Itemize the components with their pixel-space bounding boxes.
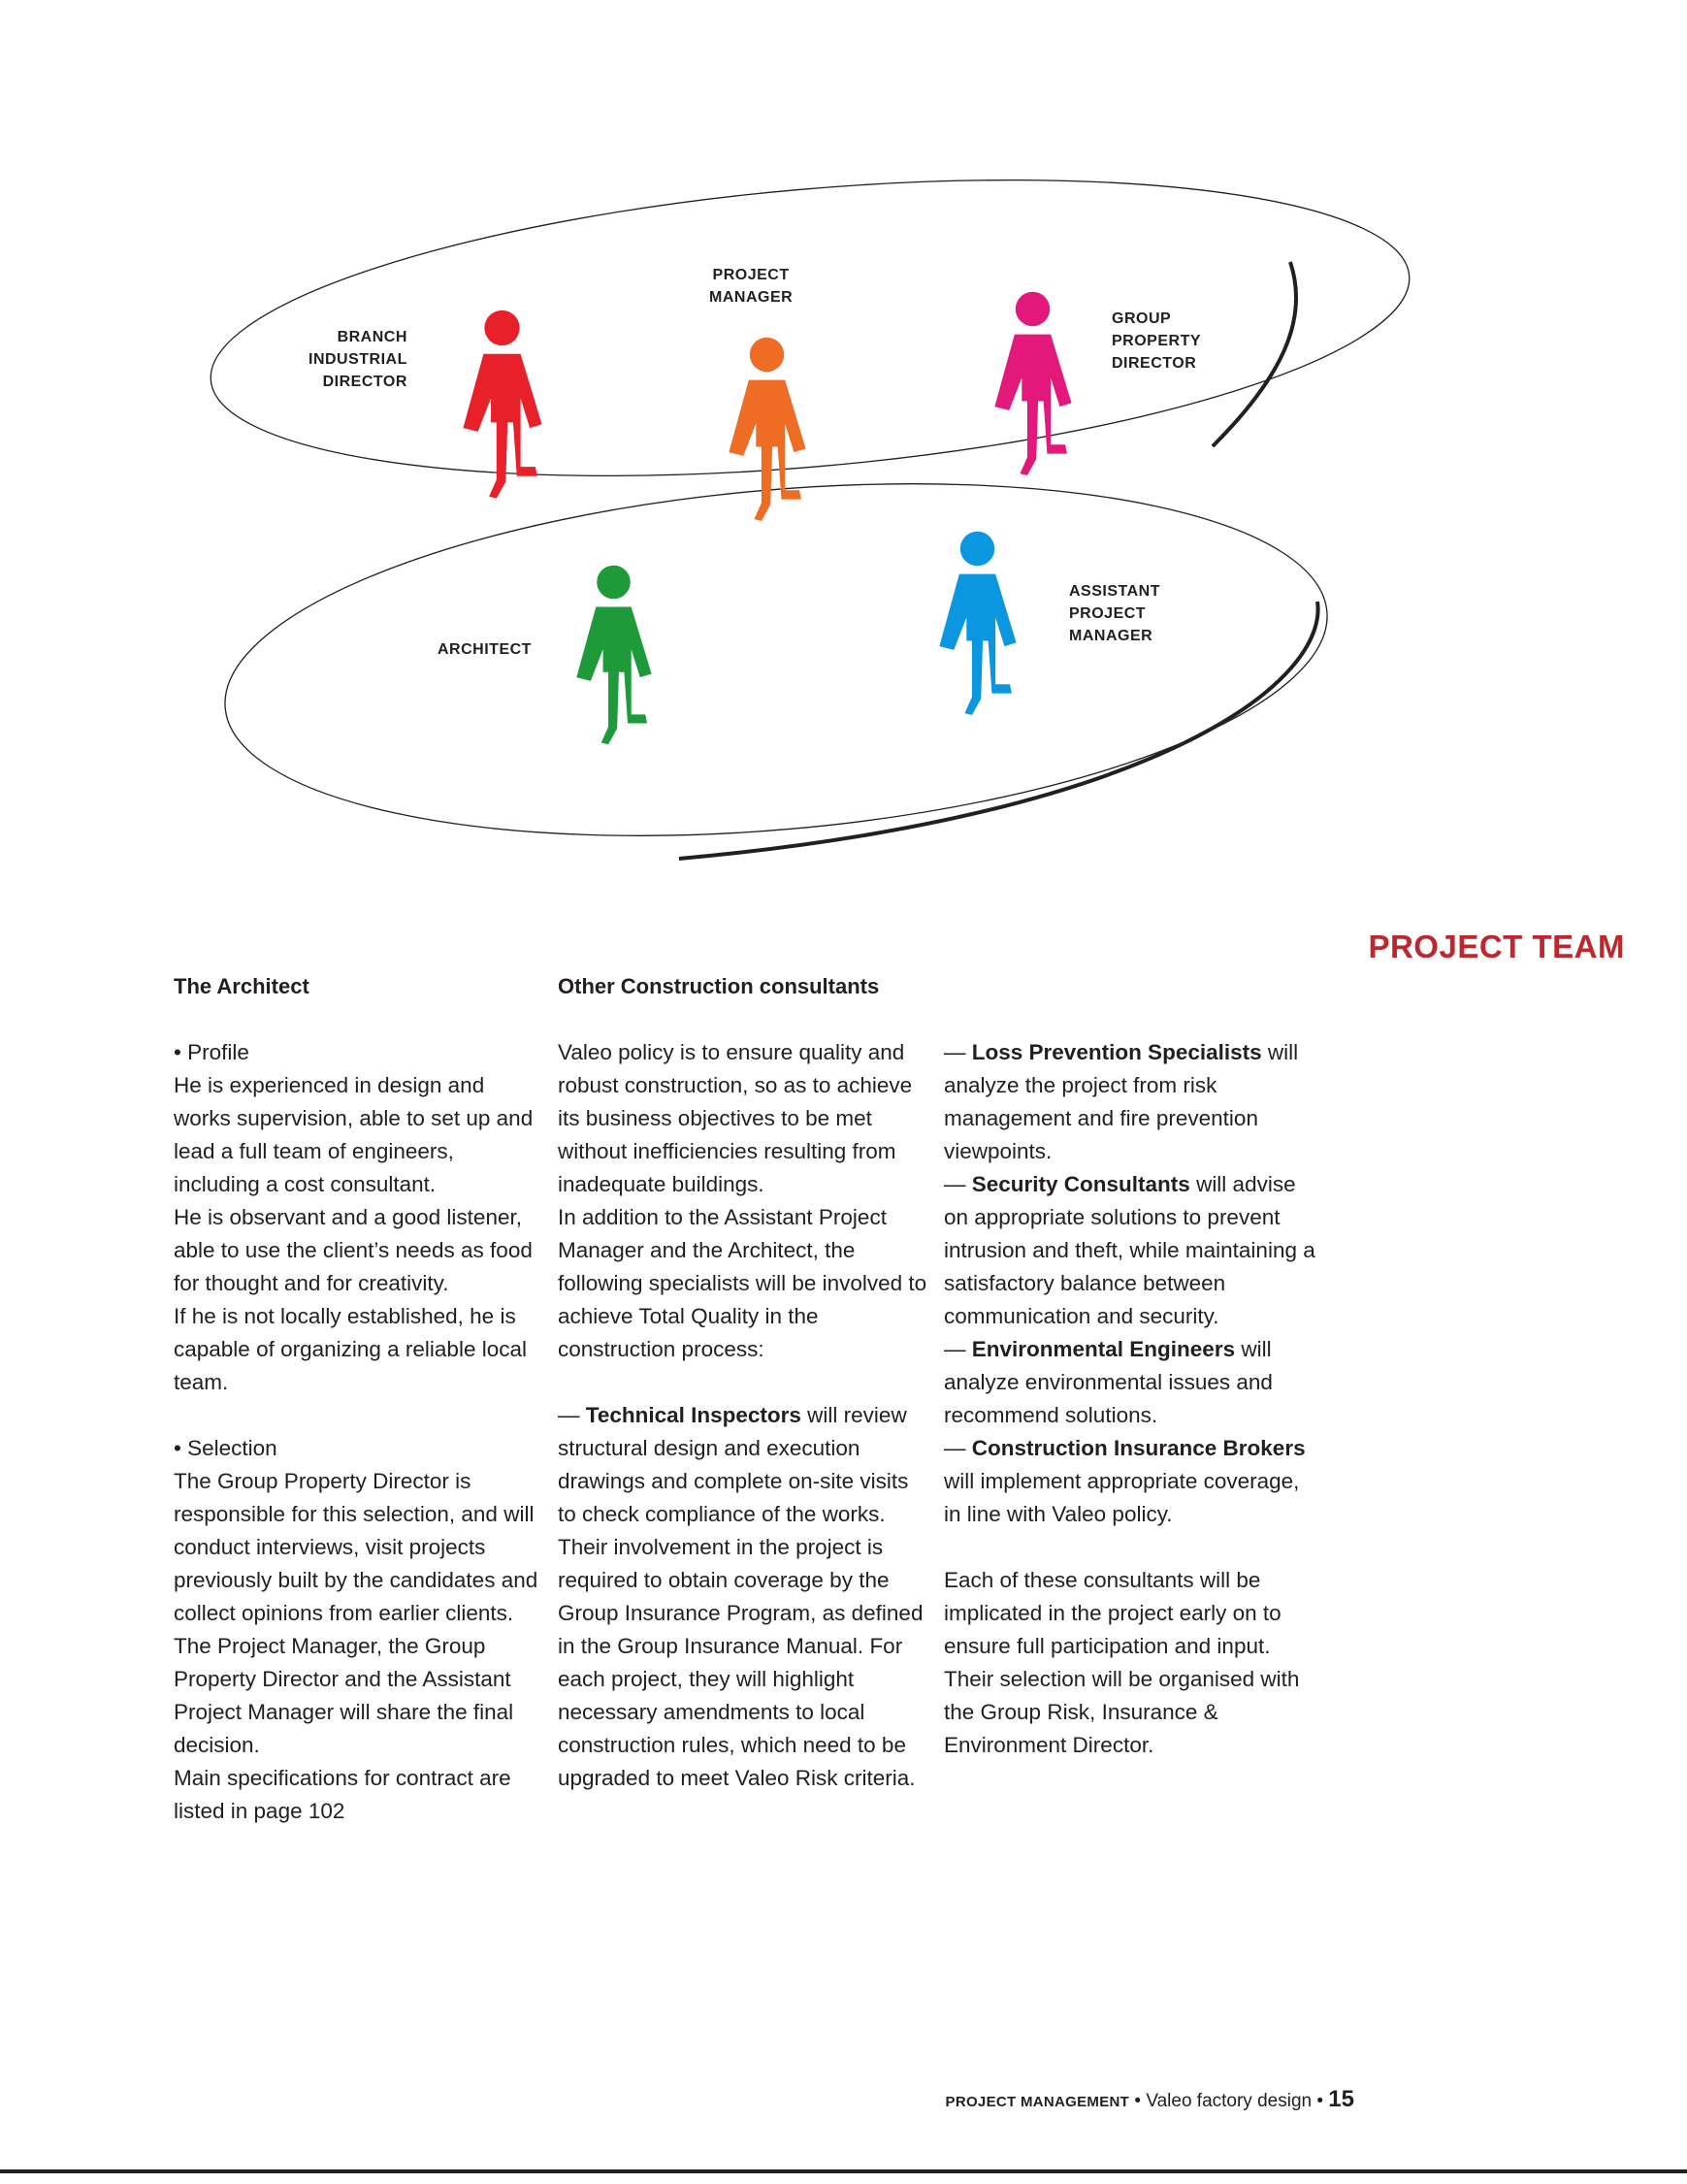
specialists-paragraph: In addition to the Assistant Project Manager and the Architect, the following specialists will be involved to achieve Total Quality in the construction process: xyxy=(558,1205,927,1361)
label-assistant-project-manager: ASSISTANT PROJECT MANAGER xyxy=(1069,583,1160,644)
label-architect: ARCHITECT xyxy=(438,641,532,658)
selection-paragraph: The Project Manager, the Group Property Director and the Assistant Project Manager will share the final decision. xyxy=(174,1634,514,1757)
page-number: 15 xyxy=(1328,2086,1354,2112)
selection-paragraph: The Group Property Director is responsible for this selection, and will conduct interviews, visit projects previously built by the candidates and collect opinions from earlier clients. xyxy=(174,1469,538,1625)
consultants-column xyxy=(558,970,931,1795)
closing-paragraph: Each of these consultants will be implicated in the project early on to ensure full participation and input. Their selection will be organised with the Group Risk, Insurance & Environment Director. xyxy=(944,1568,1300,1757)
lower-ellipse xyxy=(211,442,1342,877)
selection-paragraph: Main specifications for contract are listed in page 102 xyxy=(174,1766,511,1823)
architect-column xyxy=(174,970,542,1828)
footer-section: PROJECT MANAGEMENT xyxy=(945,2094,1130,2110)
specialist-item: — Environmental Engineers will analyze environmental issues and recommend solutions. xyxy=(944,1337,1273,1427)
page-footer xyxy=(0,2086,1354,2113)
profile-paragraph: He is observant and a good listener, able to use the client’s needs as food for thought and for creativity. xyxy=(174,1205,533,1295)
bottom-rule xyxy=(0,2169,1687,2173)
project-team-diagram xyxy=(0,0,1687,893)
person-architect-icon xyxy=(576,566,651,745)
person-branch-industrial-director-icon xyxy=(463,310,541,499)
policy-paragraph: Valeo policy is to ensure quality and robust construction, so as to achieve its business objectives to be met without inefficiencies resulting from inadequate buildings. xyxy=(558,1040,913,1196)
architect-heading: The Architect xyxy=(174,974,309,998)
label-group-property-director: GROUP PROPERTY DIRECTOR xyxy=(1112,310,1202,372)
person-group-property-director-icon xyxy=(994,292,1071,475)
section-title: PROJECT TEAM xyxy=(1368,929,1625,964)
profile-paragraph: He is experienced in design and works supervision, able to set up and lead a full team of engineers, including a cost consultant. xyxy=(174,1073,534,1196)
selection-title: • Selection xyxy=(174,1436,277,1460)
specialist-item: — Loss Prevention Specialists will analyze the project from risk management and fire prevention viewpoints. xyxy=(944,1040,1299,1163)
consultants-heading: Other Construction consultants xyxy=(558,974,880,998)
person-assistant-project-manager-icon xyxy=(939,532,1016,715)
specialists-column xyxy=(944,1036,1317,1762)
label-branch-industrial-director: BRANCH INDUSTRIAL DIRECTOR xyxy=(308,329,407,390)
footer-bullet: • xyxy=(1129,2091,1147,2111)
technical-inspectors-item: — Technical Inspectors will review structural design and execution drawings and complete on-site visits to check compliance of the works. Their involvement in the project is required to obtain coverage by the Group Insurance Program, as defined in the Group Insurance Manual. For each project, they will highlight necessary amendments to local construction rules, which need to be upgraded to meet Valeo Risk criteria. xyxy=(558,1403,924,1790)
label-project-manager: PROJECT MANAGER xyxy=(709,267,794,306)
profile-title: • Profile xyxy=(174,1040,249,1064)
footer-bullet: • xyxy=(1312,2091,1329,2111)
footer-doc-title: Valeo factory design xyxy=(1146,2091,1313,2111)
profile-paragraph: If he is not locally established, he is capable of organizing a reliable local team. xyxy=(174,1304,527,1394)
person-project-manager-icon xyxy=(729,338,805,521)
specialist-item: — Construction Insurance Brokers will implement appropriate coverage, in line with Valeo policy. xyxy=(944,1436,1306,1526)
specialist-item: — Security Consultants will advise on appropriate solutions to prevent intrusion and theft, while maintaining a satisfactory balance between communication and security. xyxy=(944,1172,1315,1328)
